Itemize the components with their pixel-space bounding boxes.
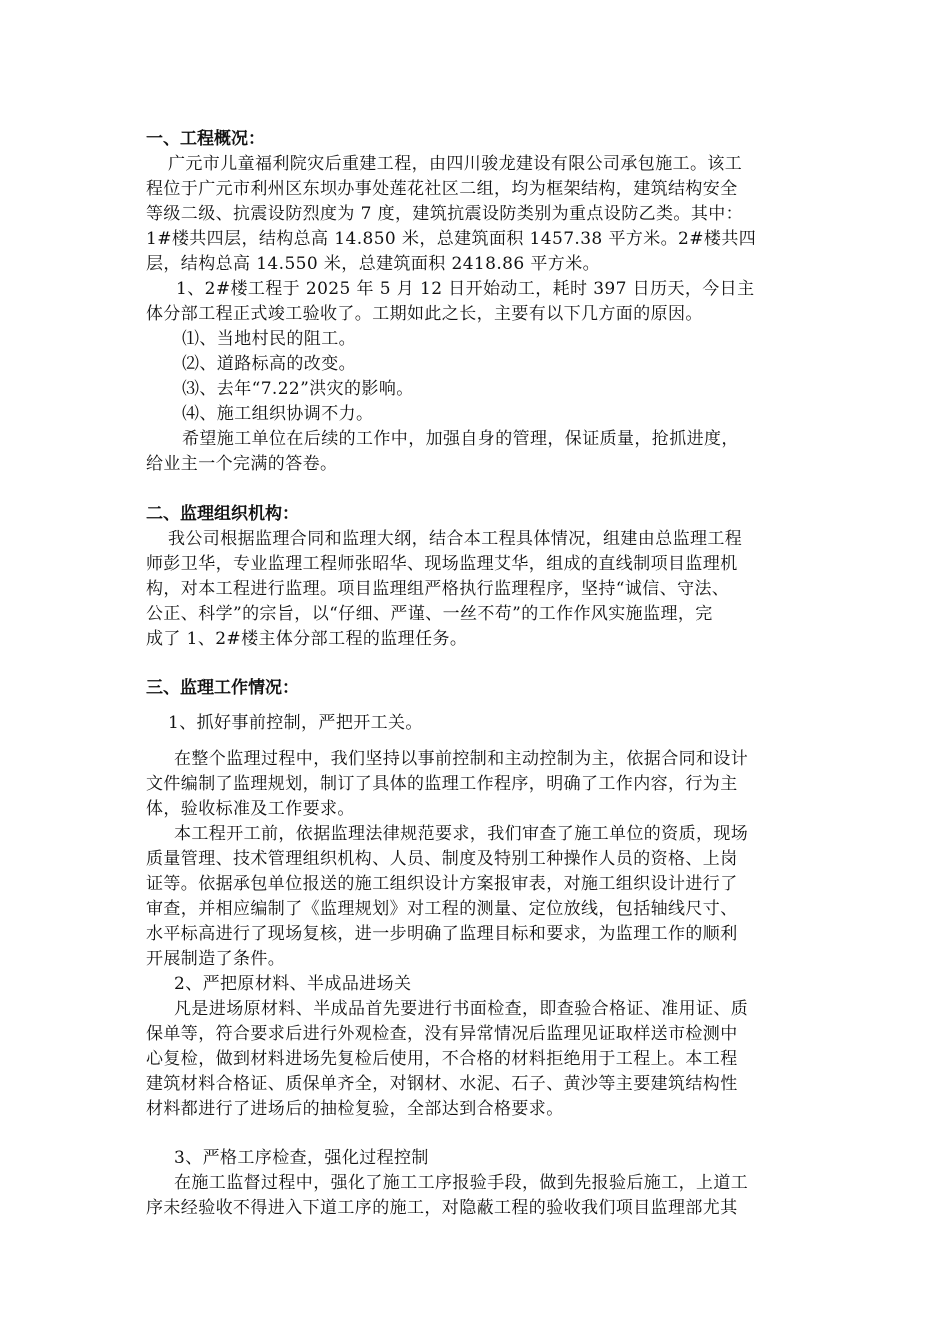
paragraph-line: 审查，并相应编制了《监理规划》对工程的测量、定位放线，包括轴线尺寸、 bbox=[146, 899, 738, 919]
list-item: ⑵、道路标高的改变。 bbox=[182, 354, 356, 374]
paragraph-line: 给业主一个完满的答卷。 bbox=[146, 454, 338, 474]
paragraph-line: 建筑材料合格证、质保单齐全，对钢材、水泥、石子、黄沙等主要建筑结构性 bbox=[146, 1074, 738, 1094]
paragraph-line: 开展制造了条件。 bbox=[146, 949, 286, 969]
paragraph-line: 序未经验收不得进入下道工序的施工，对隐蔽工程的验收我们项目监理部尤其 bbox=[146, 1198, 738, 1218]
paragraph-line: 在整个监理过程中，我们坚持以事前控制和主动控制为主，依据合同和设计 bbox=[174, 749, 749, 769]
paragraph-line: 1、2#楼工程于 2025 年 5 月 12 日开始动工，耗时 397 日历天，今日主 bbox=[176, 279, 755, 299]
section-heading-work: 三、监理工作情况： bbox=[146, 678, 299, 698]
paragraph-line: 公正、科学”的宗旨，以“仔细、严谨、一丝不苟”的工作作风实施监理，完 bbox=[146, 604, 713, 624]
section-heading-organization: 二、监理组织机构： bbox=[146, 504, 299, 524]
paragraph-line: 心复检，做到材料进场先复检后使用，不合格的材料拒绝用于工程上。本工程 bbox=[146, 1049, 738, 1069]
paragraph-line: 水平标高进行了现场复核，进一步明确了监理目标和要求，为监理工作的顺利 bbox=[146, 924, 738, 944]
paragraph-line: 在施工监督过程中，强化了施工工序报验手段，做到先报验后施工，上道工 bbox=[174, 1173, 749, 1193]
list-item: ⑷、施工组织协调不力。 bbox=[182, 404, 374, 424]
paragraph-line: 体，验收标准及工作要求。 bbox=[146, 799, 355, 819]
paragraph-line: 保单等，符合要求后进行外观检查，没有异常情况后监理见证取样送市检测中 bbox=[146, 1024, 738, 1044]
section-heading-overview: 一、工程概况： bbox=[146, 129, 265, 149]
paragraph-line: 凡是进场原材料、半成品首先要进行书面检查，即查验合格证、准用证、质 bbox=[174, 999, 749, 1019]
paragraph-line: 构，对本工程进行监理。项目监理组严格执行监理程序，坚持“诚信、守法、 bbox=[146, 579, 730, 599]
paragraph-line: 质量管理、技术管理组织机构、人员、制度及特别工种操作人员的资格、上岗 bbox=[146, 849, 738, 869]
list-item: ⑴、当地村民的阻工。 bbox=[182, 329, 356, 349]
paragraph-line: 层，结构总高 14.550 米，总建筑面积 2418.86 平方米。 bbox=[146, 254, 600, 274]
paragraph-line: 等级二级、抗震设防烈度为 7 度，建筑抗震设防类别为重点设防乙类。其中： bbox=[146, 204, 744, 224]
list-item: ⑶、去年“7.22”洪灾的影响。 bbox=[182, 379, 414, 399]
paragraph-line: 我公司根据监理合同和监理大纲，结合本工程具体情况，组建由总监理工程 bbox=[168, 529, 743, 549]
paragraph-line: 1#楼共四层，结构总高 14.850 米，总建筑面积 1457.38 平方米。2#楼共四 bbox=[146, 229, 757, 249]
paragraph-line: 希望施工单位在后续的工作中，加强自身的管理，保证质量，抢抓进度， bbox=[182, 429, 739, 449]
paragraph-line: 本工程开工前，依据监理法律规范要求，我们审查了施工单位的资质，现场 bbox=[174, 824, 749, 844]
paragraph-line: 成了 1、2#楼主体分部工程的监理任务。 bbox=[146, 629, 468, 649]
paragraph-line: 体分部工程正式竣工验收了。工期如此之长，主要有以下几方面的原因。 bbox=[146, 304, 703, 324]
paragraph-line: 广元市儿童福利院灾后重建工程，由四川骏龙建设有限公司承包施工。该工 bbox=[168, 154, 743, 174]
paragraph-line: 证等。依据承包单位报送的施工组织设计方案报审表，对施工组织设计进行了 bbox=[146, 874, 738, 894]
subheading: 2、严把原材料、半成品进场关 bbox=[174, 974, 412, 994]
paragraph-line: 材料都进行了进场后的抽检复验，全部达到合格要求。 bbox=[146, 1099, 564, 1119]
subheading: 1、抓好事前控制，严把开工关。 bbox=[168, 713, 423, 733]
paragraph-line: 文件编制了监理规划，制订了具体的监理工作程序，明确了工作内容，行为主 bbox=[146, 774, 738, 794]
paragraph-line: 程位于广元市利州区东坝办事处莲花社区二组，均为框架结构，建筑结构安全 bbox=[146, 179, 738, 199]
paragraph-line: 师彭卫华，专业监理工程师张昭华、现场监理艾华，组成的直线制项目监理机 bbox=[146, 554, 738, 574]
subheading: 3、严格工序检查，强化过程控制 bbox=[174, 1148, 429, 1168]
